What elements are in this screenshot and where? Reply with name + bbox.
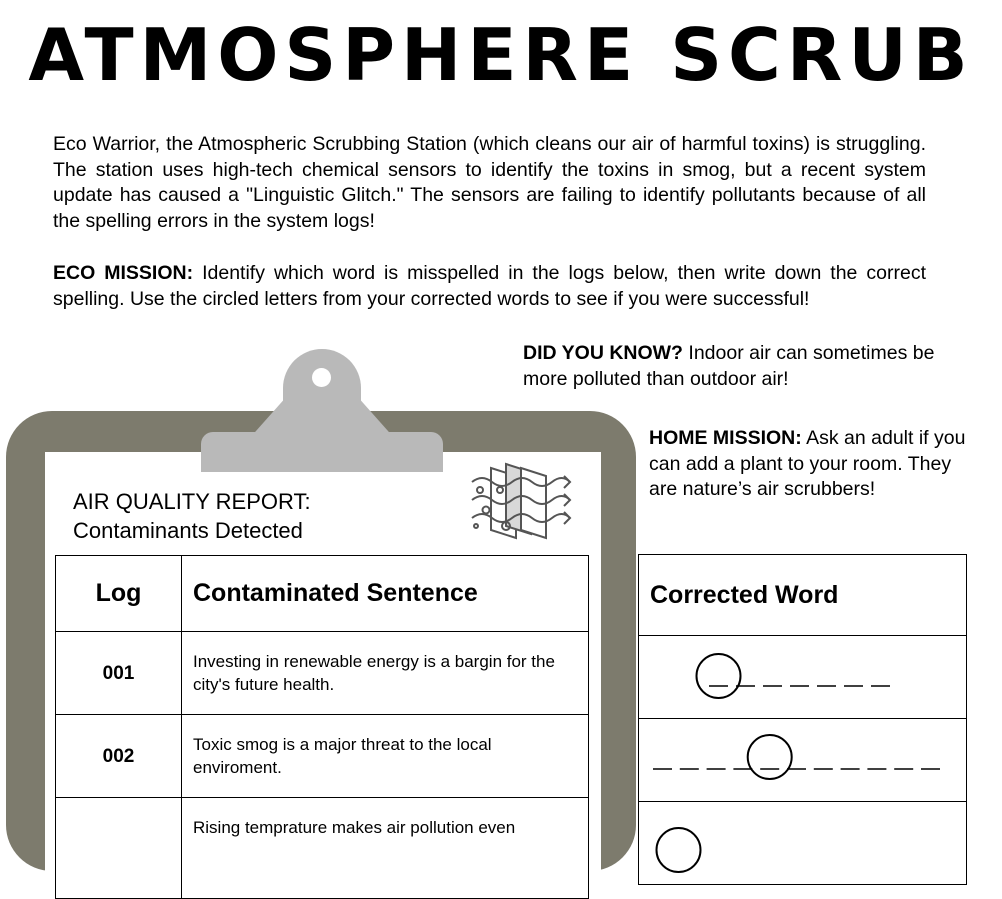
- answer-blank-row[interactable]: [639, 636, 967, 719]
- clipboard-clip-hole: [312, 368, 331, 387]
- air-filter-icon: [466, 460, 576, 542]
- eco-mission-text: Identify which word is misspelled in the logs below, then write down the correct spelling. Use the circled letters from your corrected words to see if you were successful!: [53, 262, 926, 310]
- table-row: [639, 719, 967, 802]
- answer-blanks: [639, 636, 965, 718]
- page-title: ATMOSPHERE SCRUB: [28, 13, 974, 97]
- table-row: [639, 802, 967, 885]
- circled-letter-marker: [657, 828, 701, 872]
- circled-letter-marker: [697, 654, 741, 698]
- home-mission-note: [649, 426, 979, 503]
- corrected-word-table: [638, 554, 967, 885]
- report-subtitle: Contaminants Detected: [73, 518, 303, 543]
- did-you-know-text: Indoor air can sometimes be more polluted than outdoor air!: [523, 342, 935, 390]
- circled-letter-marker: [748, 735, 792, 779]
- eco-mission-paragraph: [53, 261, 926, 312]
- answer-blanks: [639, 802, 965, 884]
- log-number: 001: [56, 632, 182, 715]
- log-number: 002: [56, 715, 182, 798]
- answer-table-header: [639, 555, 967, 636]
- answer-blank-row[interactable]: [639, 802, 967, 885]
- table-row: [639, 636, 967, 719]
- report-title: AIR QUALITY REPORT:: [73, 489, 311, 514]
- report-heading: [73, 487, 311, 545]
- contaminated-sentence: Toxic smog is a major threat to the local enviroment.: [182, 715, 589, 798]
- did-you-know-label: DID YOU KNOW?: [523, 342, 683, 364]
- log-table-header: [56, 556, 589, 632]
- table-row: [56, 632, 589, 715]
- sentence-column-header: Contaminated Sentence: [182, 556, 589, 632]
- contaminant-log-table: [55, 555, 589, 899]
- log-number: [56, 798, 182, 899]
- table-row: [56, 798, 589, 899]
- log-column-header: Log: [56, 556, 182, 632]
- intro-paragraph: Eco Warrior, the Atmospheric Scrubbing Station (which cleans our air of harmful toxins) is struggling. The station uses high-tech chemical sensors to identify the toxins in smog, but a recent system update has caused a "Linguistic Glitch." The sensors are failing to identify pollutants because of all the spelling errors in the system logs!: [53, 133, 926, 232]
- answer-blank-row[interactable]: [639, 719, 967, 802]
- eco-mission-label: ECO MISSION:: [53, 262, 194, 284]
- contaminated-sentence: Investing in renewable energy is a bargin for the city's future health.: [182, 632, 589, 715]
- corrected-word-header: Corrected Word: [639, 555, 967, 636]
- did-you-know-note: [523, 341, 963, 392]
- answer-blanks: [639, 719, 965, 801]
- clipboard-clip: [283, 349, 361, 449]
- home-mission-text: Ask an adult if you can add a plant to your room. They are nature’s air scrubbers!: [649, 427, 966, 500]
- contaminated-sentence: Rising temprature makes air pollution even: [182, 798, 589, 899]
- home-mission-label: HOME MISSION:: [649, 427, 802, 449]
- table-row: [56, 715, 589, 798]
